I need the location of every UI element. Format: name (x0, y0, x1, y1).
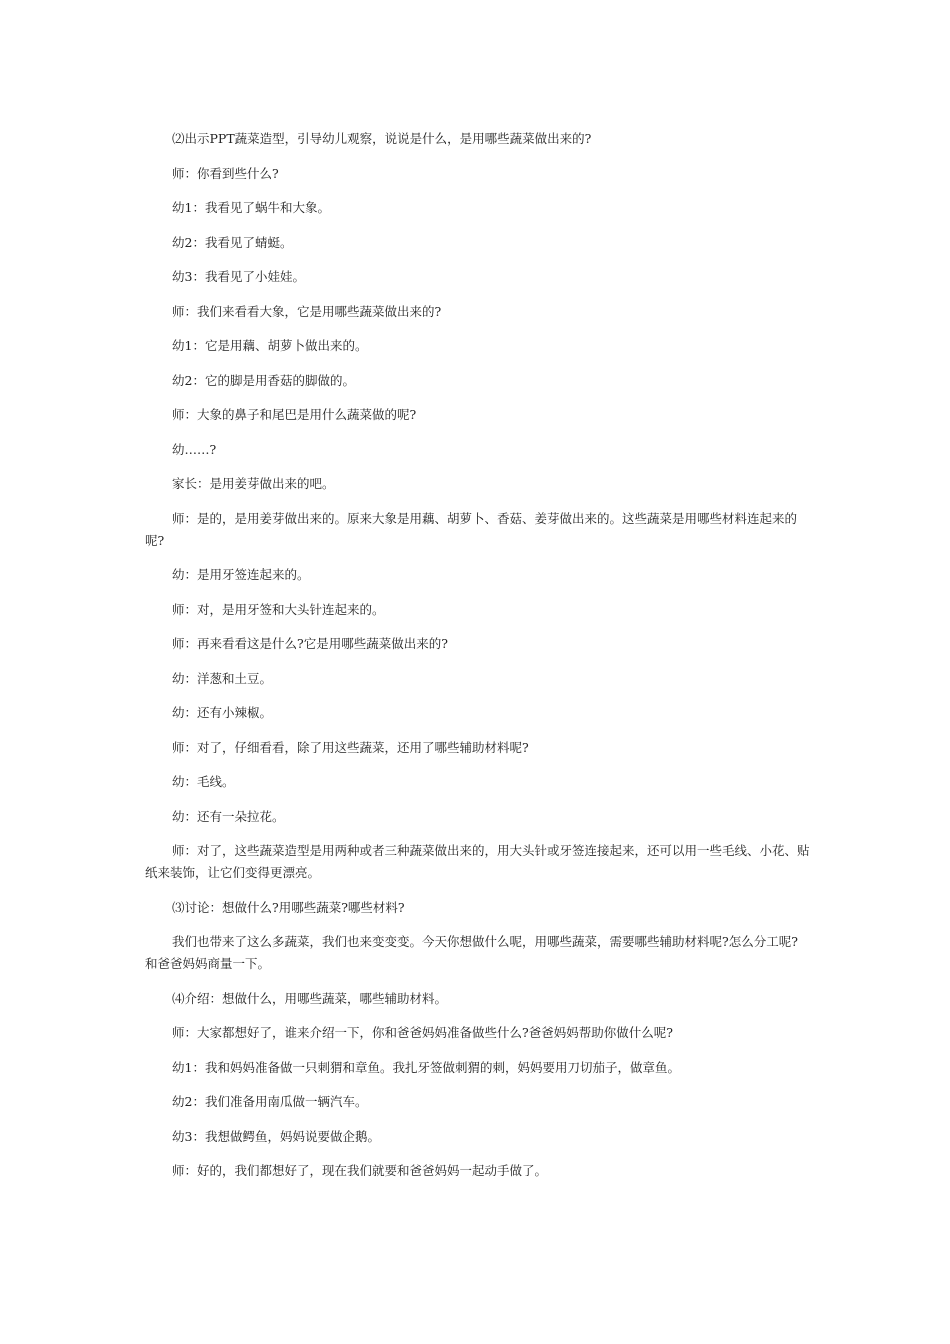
paragraph-16: 幼：洋葱和土豆。 (172, 670, 273, 686)
paragraph-8: 幼2：它的脚是用香菇的脚做的。 (172, 372, 355, 388)
paragraph-14: 师：对，是用牙签和大头针连起来的。 (172, 601, 385, 617)
paragraph-7: 幼1：它是用藕、胡萝卜做出来的。 (172, 338, 368, 353)
paragraph-4: 幼2：我看见了蜻蜓。 (172, 234, 293, 250)
paragraph-12: 师：是的，是用姜芽做出来的。原来大象是用藕、胡萝卜、香菇、姜芽做出来的。这些蔬菜是用哪些材料连起来的呢? (145, 510, 798, 548)
paragraph-3: 幼1：我看见了蜗牛和大象。 (172, 200, 330, 215)
paragraph-11: 家长：是用姜芽做出来的吧。 (172, 476, 335, 491)
paragraph-13: 幼：是用牙签连起来的。 (172, 567, 310, 582)
paragraph-9: 师：大象的鼻子和尾巴是用什么蔬菜做的呢? (172, 407, 417, 422)
paragraph-24: ⑷介绍：想做什么，用哪些蔬菜，哪些辅助材料。 (172, 990, 448, 1006)
paragraph-21: 师：对了，这些蔬菜造型是用两种或者三种蔬菜做出来的，用大头针或牙签连接起来，还可以用一些毛线、小花、贴纸来装饰，让它们变得更漂亮。 (145, 843, 810, 880)
paragraph-22: ⑶讨论：想做什么?用哪些蔬菜?哪些材料? (172, 899, 405, 915)
paragraph-20: 幼：还有一朵拉花。 (172, 808, 285, 824)
paragraph-15: 师：再来看看这是什么?它是用哪些蔬菜做出来的? (172, 636, 448, 651)
paragraph-23: 我们也带来了这么多蔬菜，我们也来变变变。今天你想做什么呢，用哪些蔬菜，需要哪些辅助材料呢?怎么分工呢?和爸爸妈妈商量一下。 (145, 934, 798, 971)
paragraph-25: 师：大家都想好了，谁来介绍一下，你和爸爸妈妈准备做些什么?爸爸妈妈帮助你做什么呢? (172, 1025, 673, 1040)
paragraph-27: 幼2：我们准备用南瓜做一辆汽车。 (172, 1094, 368, 1109)
paragraph-26: 幼1：我和妈妈准备做一只刺猬和章鱼。我扎牙签做刺猬的刺，妈妈要用刀切茄子，做章鱼。 (172, 1059, 680, 1075)
paragraph-17: 幼：还有小辣椒。 (172, 705, 273, 720)
document-body (145, 128, 810, 1182)
paragraph-19: 幼：毛线。 (172, 774, 235, 789)
paragraph-2: 师：你看到些什么? (172, 165, 279, 181)
paragraph-5: 幼3：我看见了小娃娃。 (172, 269, 305, 284)
paragraph-1: ⑵出示PPT蔬菜造型，引导幼儿观察，说说是什么，是用哪些蔬菜做出来的? (172, 131, 592, 146)
paragraph-10: 幼……? (172, 441, 217, 457)
paragraph-18: 师：对了，仔细看看，除了用这些蔬菜，还用了哪些辅助材料呢? (172, 739, 529, 755)
paragraph-28: 幼3：我想做鳄鱼，妈妈说要做企鹅。 (172, 1128, 380, 1144)
paragraph-29: 师：好的，我们都想好了，现在我们就要和爸爸妈妈一起动手做了。 (172, 1163, 548, 1178)
paragraph-6: 师：我们来看看大象，它是用哪些蔬菜做出来的? (172, 303, 442, 319)
